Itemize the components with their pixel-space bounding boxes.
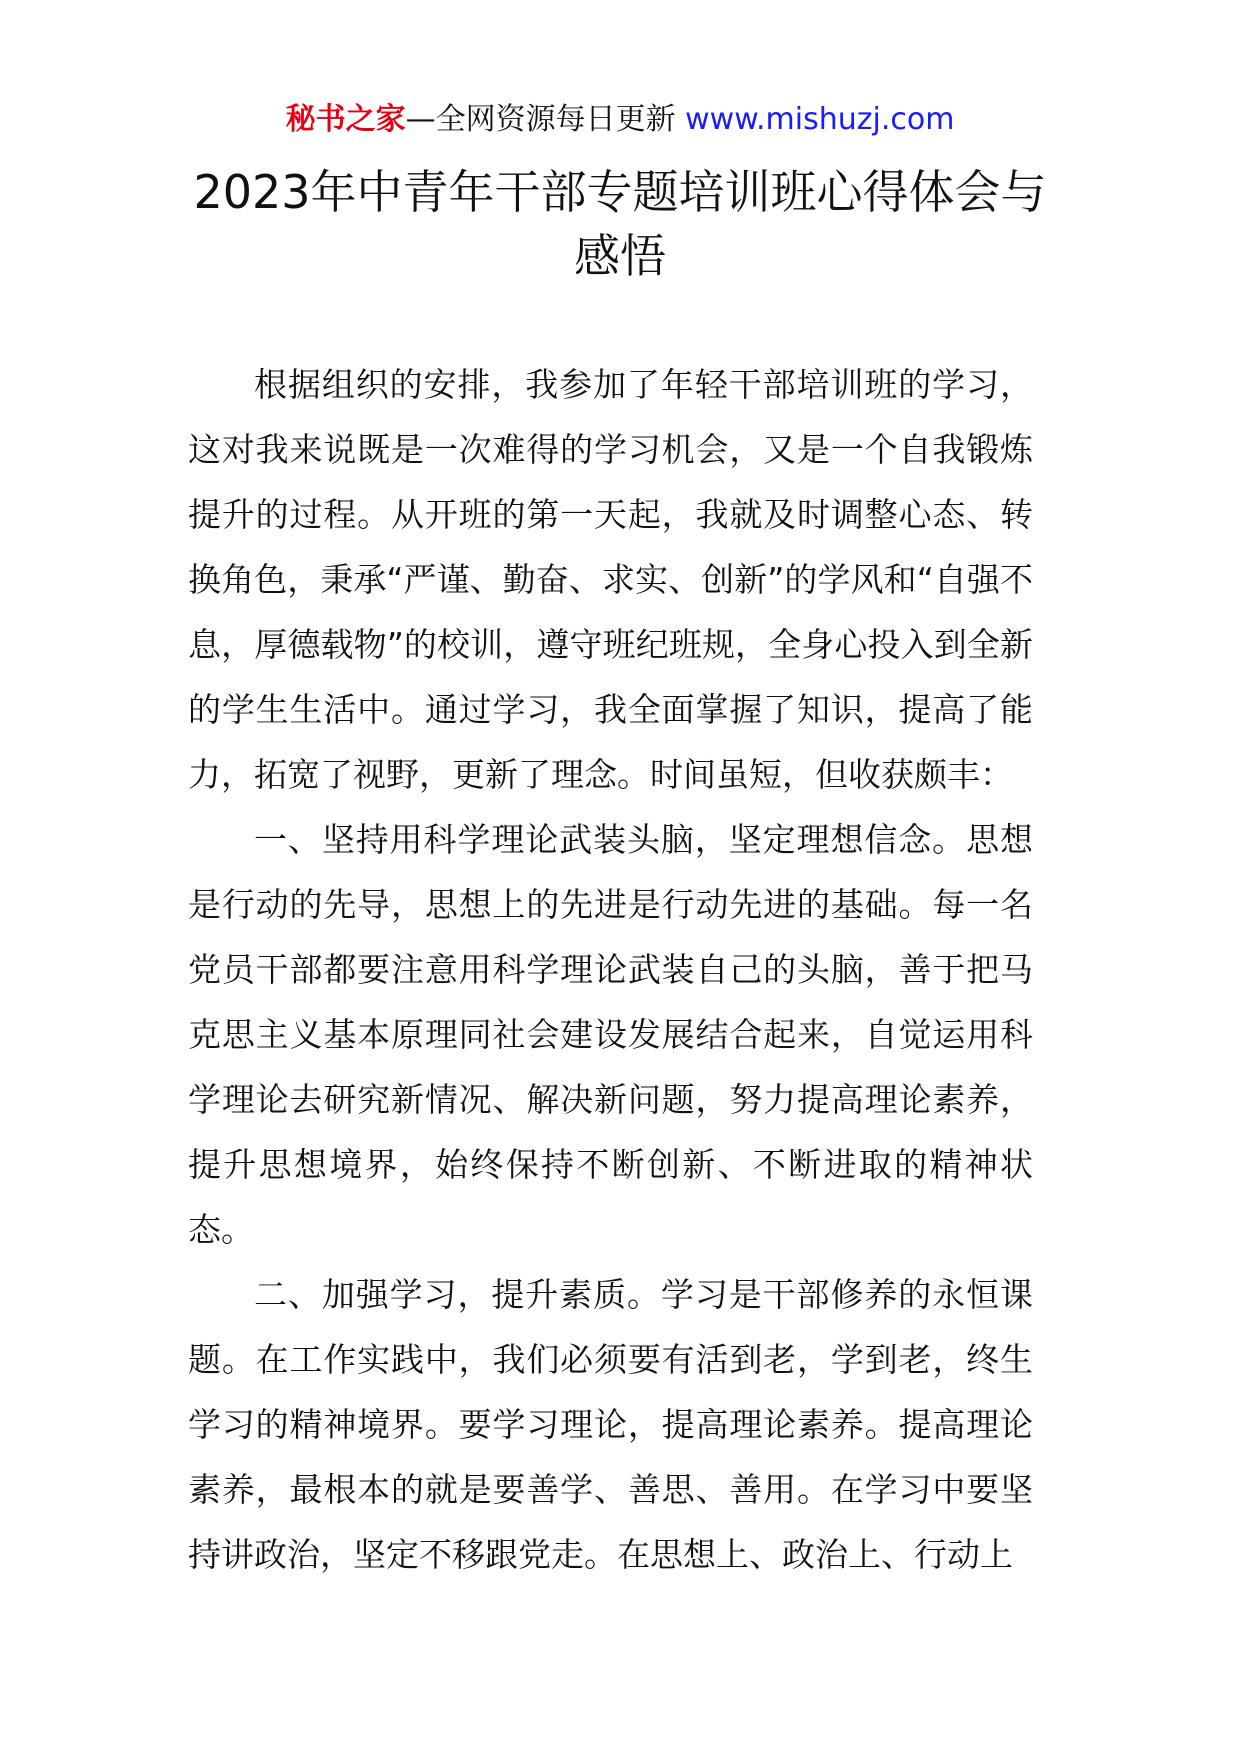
- document-body: [188, 352, 1033, 1587]
- paragraph-section-2: 二、加强学习，提升素质。学习是干部修养的永恒课题。在工作实践中，我们必须要有活到老，学到老，终生学习的精神境界。要学习理论，提高理论素养。提高理论素养，最根本的就是要善学、善思、善用。在学习中要坚持讲政治，坚定不移跟党走。在思想上、政治上、行动上: [188, 1275, 1033, 1574]
- site-url[interactable]: www.mishuzj.com: [685, 102, 955, 137]
- paragraph-section-1: 一、坚持用科学理论武装头脑，坚定理想信念。思想是行动的先导，思想上的先进是行动先进的基础。每一名党员干部都要注意用科学理论武装自己的头脑，善于把马克思主义基本原理同社会建设发展结合起来，自觉运用科学理论去研究新情况、解决新问题，努力提高理论素养，提升思想境界，始终保持不断创新、不断进取的精神状态。: [188, 820, 1033, 1249]
- document-title: [150, 160, 1090, 288]
- header-tagline: —全网资源每日更新: [405, 102, 676, 137]
- title-line-2: 感悟: [574, 229, 666, 283]
- site-header: [0, 100, 1240, 140]
- brand-name: 秘书之家: [285, 102, 406, 137]
- title-line-1: 2023年中青年干部专题培训班心得体会与: [193, 165, 1047, 219]
- paragraph-intro: 根据组织的安排，我参加了年轻干部培训班的学习，这对我来说既是一次难得的学习机会，又是一个自我锻炼提升的过程。从开班的第一天起，我就及时调整心态、转换角色，秉承“严谨、勤奋、求实、创新”的学风和“自强不息，厚德载物”的校训，遵守班纪班规，全身心投入到全新的学生生活中。通过学习，我全面掌握了知识，提高了能力，拓宽了视野，更新了理念。时间虽短，但收获颇丰：: [188, 365, 1033, 794]
